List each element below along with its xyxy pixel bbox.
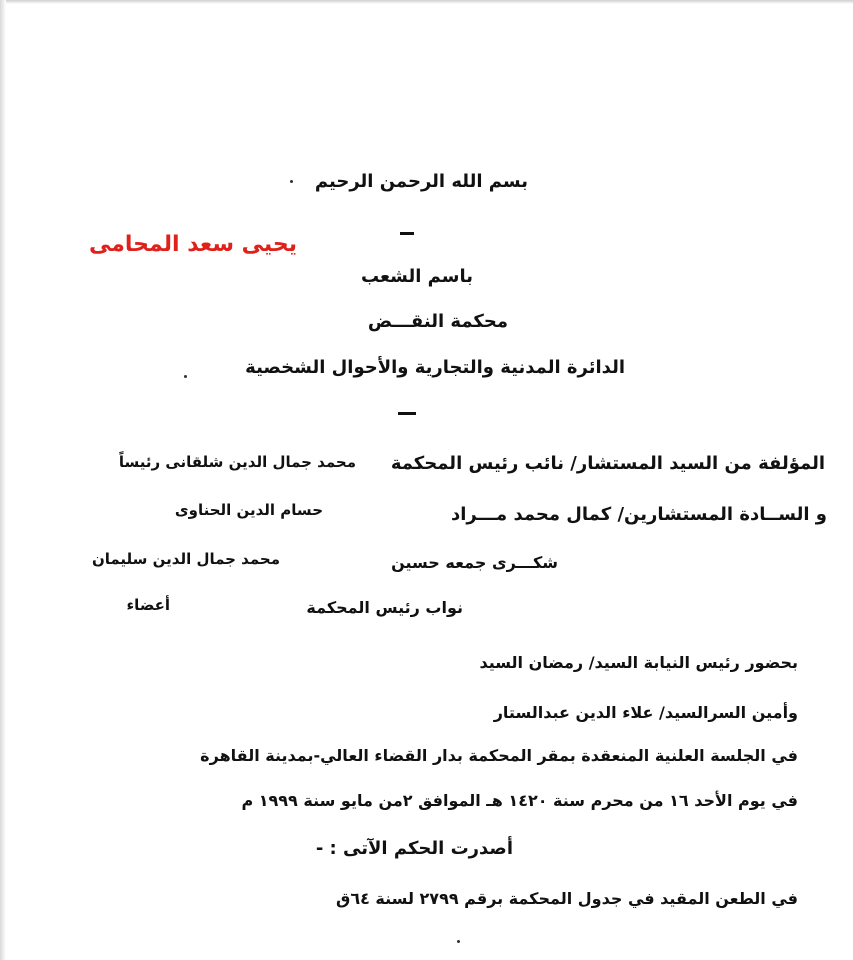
court-name: محكمة النقـــض <box>367 311 508 332</box>
separator-dash-2 <box>398 412 416 415</box>
circuit-title: الدائرة المدنية والتجارية والأحوال الشخصية <box>245 357 625 378</box>
scan-edge-left <box>0 0 6 960</box>
panel-line3-right: شكـــرى جمعه حسين <box>391 553 558 572</box>
basmala: بسم الله الرحمن الرحيم <box>314 171 528 192</box>
in-name-of-people: باسم الشعب <box>360 266 473 287</box>
panel-line4-left: أعضاء <box>126 596 170 614</box>
secretary-line: وأمين السرالسيد/ علاء الدين عبدالستار <box>493 703 798 722</box>
panel-line2-right: و الســادة المستشارين/ كمال محمد مـــراد <box>450 504 827 525</box>
scan-edge-top <box>0 0 853 4</box>
date-line: في يوم الأحد ١٦ من محرم سنة ١٤٢٠ هـ الموافق ٢من مايو سنة ١٩٩٩ م <box>241 791 798 810</box>
speck <box>184 375 187 378</box>
separator-dash-1 <box>400 232 414 235</box>
session-line: في الجلسة العلنية المنعقدة بمقر المحكمة بدار القضاء العالي-بمدينة القاهرة <box>200 746 798 765</box>
panel-line2-left: حسام الدين الحناوى <box>174 501 323 519</box>
appeal-line: في الطعن المقيد في جدول المحكمة برقم ٢٧٩٩ لسنة ٦٤ق <box>336 889 798 908</box>
speck <box>457 940 460 943</box>
speck <box>290 180 293 183</box>
verdict-heading: أصدرت الحكم الآتى : - <box>315 838 513 859</box>
panel-line1-left: محمد جمال الدين شلقانى رئيساً <box>118 453 356 471</box>
panel-line4-right: نواب رئيس المحكمة <box>306 598 463 617</box>
prosecution-line: بحضور رئيس النيابة السيد/ رمضان السيد <box>479 653 798 672</box>
panel-line1-right: المؤلفة من السيد المستشار/ نائب رئيس المحكمة <box>390 453 825 474</box>
panel-line3-left: محمد جمال الدين سليمان <box>91 550 280 568</box>
watermark-name: يحيى سعد المحامى <box>89 232 297 257</box>
